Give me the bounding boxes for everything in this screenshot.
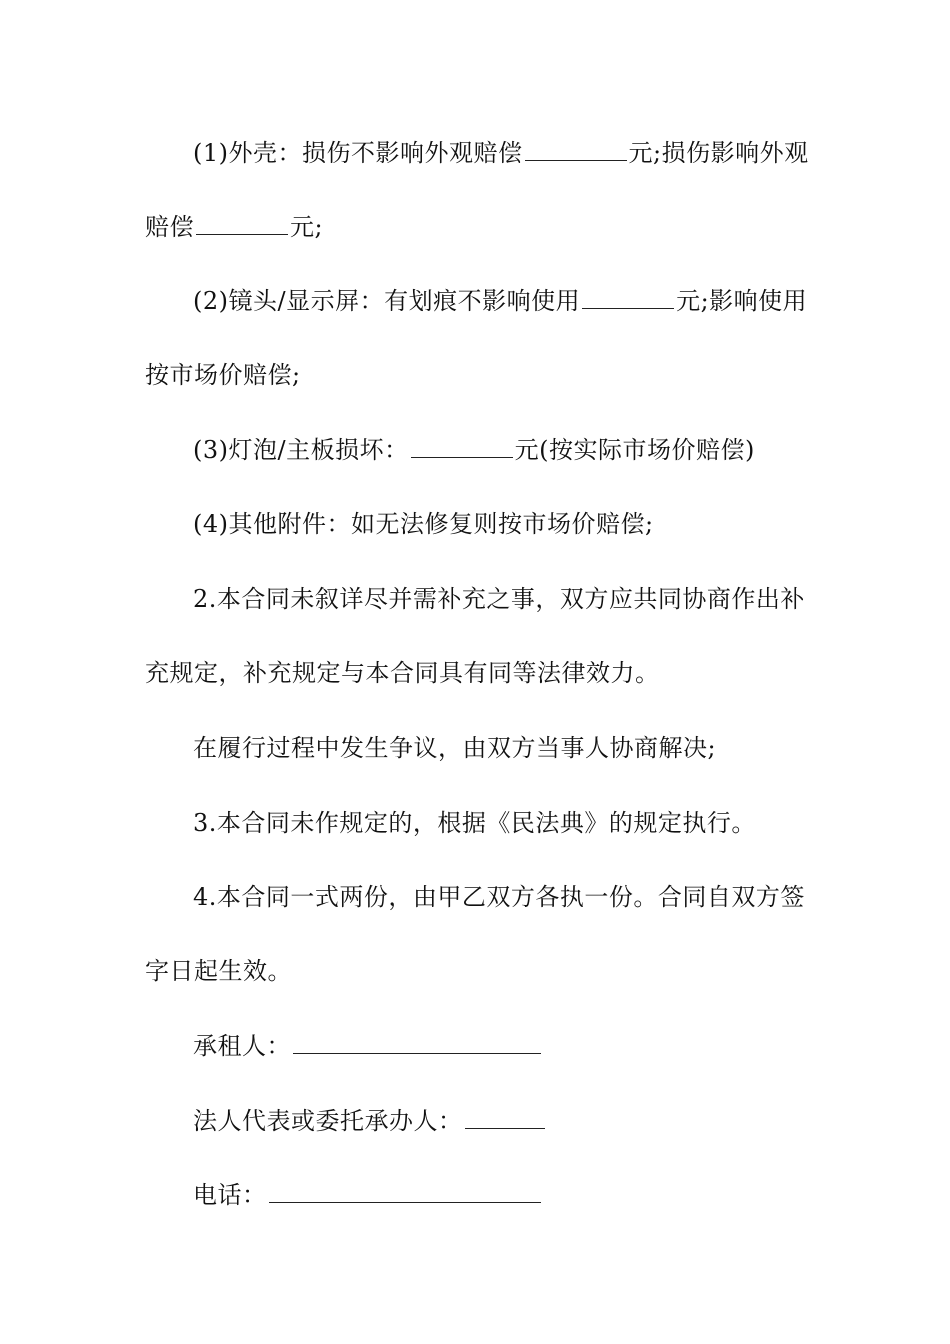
text-line [145, 656, 810, 690]
signature-line-phone [193, 1178, 858, 1212]
text-segment: 2.本合同未叙详尽并需补充之事，双方应共同协商作出补 [193, 585, 805, 613]
text-segment: 元; [290, 213, 324, 241]
text-line [193, 284, 858, 318]
fill-in-blank[interactable] [411, 435, 513, 458]
text-segment: 4.本合同一式两份，由甲乙双方各执一份。合同自双方签 [193, 883, 805, 911]
text-segment: 按市场价赔偿; [145, 361, 301, 389]
fill-in-blank[interactable] [582, 286, 674, 309]
text-line [145, 210, 810, 244]
text-segment: (4)其他附件：如无法修复则按市场价赔偿; [193, 510, 654, 538]
text-line [145, 358, 810, 392]
text-segment: 3.本合同未作规定的，根据《民法典》的规定执行。 [193, 809, 756, 837]
text-line [193, 880, 858, 914]
text-segment: 法人代表或委托承办人： [193, 1107, 463, 1135]
fill-in-blank[interactable] [196, 212, 288, 235]
text-segment: 字日起生效。 [145, 957, 292, 985]
text-segment: 元;损伤影响外观 [628, 139, 809, 167]
text-line [193, 582, 858, 616]
text-segment: (2)镜头/显示屏：有划痕不影响使用 [193, 287, 581, 315]
representative-blank[interactable] [465, 1106, 545, 1129]
lessee-blank[interactable] [293, 1031, 541, 1054]
text-line [193, 806, 858, 840]
text-segment: 元;影响使用 [676, 287, 808, 315]
text-line [193, 136, 858, 170]
text-segment: 承租人： [193, 1032, 291, 1060]
signature-line-lessee [193, 1029, 858, 1063]
text-segment: (3)灯泡/主板损坏： [193, 436, 409, 464]
text-line [193, 507, 858, 541]
text-line [145, 954, 810, 988]
text-line [193, 731, 858, 765]
text-segment: 电话： [193, 1181, 267, 1209]
text-segment: 赔偿 [145, 213, 194, 241]
text-line [193, 433, 858, 467]
fill-in-blank[interactable] [525, 138, 627, 161]
text-segment: 元(按实际市场价赔偿) [514, 436, 755, 464]
signature-line-representative [193, 1104, 858, 1138]
phone-blank[interactable] [269, 1180, 541, 1203]
text-segment: 充规定，补充规定与本合同具有同等法律效力。 [145, 659, 660, 687]
text-segment: (1)外壳：损伤不影响外观赔偿 [193, 139, 523, 167]
text-segment: 在履行过程中发生争议，由双方当事人协商解决; [193, 734, 717, 762]
